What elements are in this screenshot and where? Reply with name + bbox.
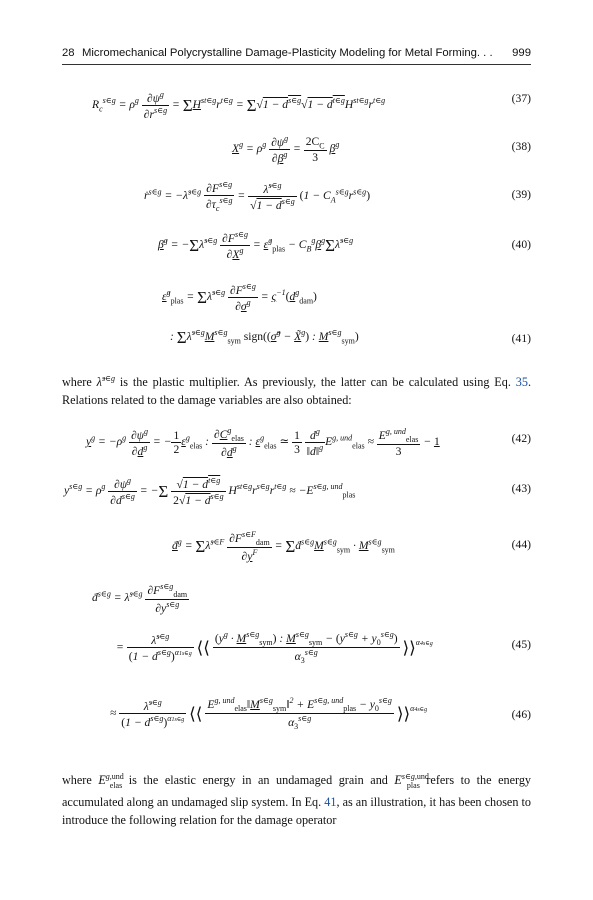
equation-45: ḋ$^{s\in g}$ = λ̇$^{s\in g}$ $\frac{\partial F^{s\in g}_{dam}}{\partial y^{s\in g}}$ = $\frac{\lambdȧ^{s\in g}}{(1 - d^{s\in g})^{\alpha 1s\in g}}$ ⟨⟨ $\frac{(y^g \cdot M^{s\in g}_{sym}) : M^{s\in g}_{sym} - (y^{s\in g} + y_0^{s\in g})}{\alpha_3^{s\in g}}$ ⟩⟩$^{\alpha 4s\in g}$ (45) xyxy=(92,582,531,666)
equation-number-37: (37) xyxy=(511,92,531,105)
equation-number-46: (46) xyxy=(511,708,531,721)
eq-41-link[interactable]: 41 xyxy=(324,795,337,809)
right-page-number: 999 xyxy=(512,47,531,59)
equation-46: ≈ $\frac{\lambdȧ^{s\in g}}{(1 - d^{s\in g})^{\alpha 1s\in g}}$ ⟨⟨ $\frac{E^{g, und}_{elas}‖M^{s\in g}_{sym}‖^2 + E^{s\in g, und}_{plas} - y_0^{s\in g}}{\alpha_3^{s\in g}}$ ⟩⟩$^{\alpha 4s\in g}$ (46) xyxy=(110,696,531,732)
equation-43: $y^{s\in g} = \rho^g$ $\frac{\partial\psi^g}{\partial d^{s\in g}}$ = −Σ $\frac{√1 - d^{t\in g}}{2√1 - d^{s\in g}}$ $H^{st\in g}r^{s\in g}r^{t\in g} \approx -E^{s\in g, und}_{plas}$ (43) xyxy=(64,476,531,507)
equation-number-43: (43) xyxy=(511,482,531,495)
running-header xyxy=(62,47,531,63)
equation-number-38: (38) xyxy=(511,140,531,153)
running-title: Micromechanical Polycrystalline Damage-Plasticity Modeling for Metal Forming. . . xyxy=(82,47,493,59)
equation-number-40: (40) xyxy=(511,238,531,251)
equation-38: $X^g = \rho^g$ $\frac{\partial\psi^g}{\partial\beta^g}$ = $\frac{2C_C}{3}$ $\beta^g$ (38) xyxy=(232,134,531,165)
equation-number-44: (44) xyxy=(511,538,531,551)
equation-39: ṙ$^{s\in g}$ = −λ̇$^{s\in g}$ $\frac{\partial F^{s\in g}}{\partial\tau_c^{s\in g}}$ = $\frac{\lambdȧ^{s\in g}}{√1 - d^{s\in g}}$ $(1 - C_A^{s\in g}r^{s\in g})$ (39) xyxy=(144,180,531,214)
page-number: 28 xyxy=(62,47,75,59)
paragraph-plastic-multiplier: where λ̇$^{s\in g}$ is the plastic multiplier. As previously, the latter can be calculated using Eq. 35. Relations related to the damage variables are also obtained: xyxy=(62,374,532,407)
header-rule xyxy=(62,64,531,65)
equation-42: $y^g = -\rho^g$ $\frac{\partial\psi^g}{\partial d^g}$ = − $\frac{1}{2}$ $\varepsilon^g_{elas}$ : $\frac{\partial C^g_{elas}}{\partial d^g}$ : $\varepsilon^g_{elas}$ ≃ $\frac{1}{3}$ $\frac{d^g}{‖d‖^g}$ $E^{g, und}_{elas}$ ≈ $\frac{E^{g, und}_{elas}}{3}$ − 1 (42) xyxy=(86,426,531,460)
equation-number-45: (45) xyxy=(511,638,531,651)
equation-37: $R_c^{s\in g} = \rho^g$ $\frac{\partial\psi^g}{\partial r^{s\in g}}$ = $\Sigma H^{st\in g}r^{t\in g} = \Sigma√1 - d^{s\in g}√1 - d^{t\in g}H^{st\in g}r^{t\in g}$ (37) xyxy=(92,90,531,121)
equation-number-42: (42) xyxy=(511,432,531,445)
equation-40: β̇$^g$ = −Σλ̇$^{s\in g}$ $\frac{\partial F^{s\in g}}{\partial X^g}$ = ε̇$^g_{plas}$ − $C_B^g\beta^g\Sigma\lambdȧ^{s\in g}$ (40) xyxy=(158,230,531,261)
equation-41: ε̇$^g_{plas}$ = Σλ̇$^{s\in g}$ $\frac{\partial F^{s\in g}}{\partial\sigma^g}$ = $\varsigma^{-1}(d^g_{dam})$ : $\Sigma\lambdȧ^{s\in g}M^{s\in g}_{sym}$ sign((σ̃$^g$ − X̃$^g$) : $M^{s\in g}_{sym}$) (41) xyxy=(162,282,531,347)
equation-number-39: (39) xyxy=(511,188,531,201)
equation-44: ḋ$^g$ = Σλ̇$^{s\in F}$ $\frac{\partial F^{s\in F}_{dam}}{\partial y^F}$ = $\Sigma ḋ^{s\in g}M^{s\in g}_{sym} \cdot M^{s\in g}_{sym}$ (44) xyxy=(172,530,531,564)
equation-number-41: (41) xyxy=(511,332,531,345)
paragraph-elastic-energy: where $E^{g,und}_{elas}$ is the elastic energy in an undamaged grain and $E^{s\in g,und}_{plas}$ refers to the energy accumulated along an undamaged slip system. In Eq. 41, as an illustration, it has been chosen to introduce the following relation for the damage operator xyxy=(62,772,532,827)
eq-35-link[interactable]: 35 xyxy=(515,375,528,390)
